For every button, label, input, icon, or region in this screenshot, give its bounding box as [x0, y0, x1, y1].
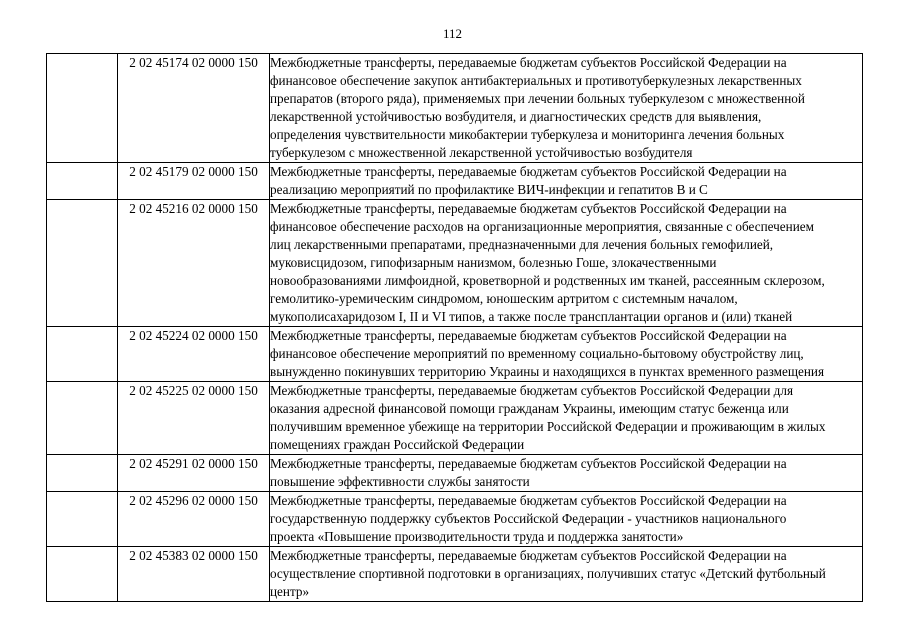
description-line: лекарственной устойчивостью возбудителя, и диагностических средств для выявления,	[270, 109, 762, 124]
empty-cell	[47, 163, 118, 200]
description-line: государственную поддержку субъектов Российской Федерации - участников национального	[270, 511, 787, 526]
description-line: мукополисахаридозом I, II и VI типов, а также после трансплантации органов и (или) тканей	[270, 309, 793, 324]
table-row	[47, 327, 863, 382]
budget-code-cell: 2 02 45225 02 0000 150	[118, 382, 270, 455]
description-line: реализацию мероприятий по профилактике ВИЧ-инфекции и гепатитов В и С	[270, 182, 708, 197]
description-line: осуществление спортивной подготовки в организациях, получивших статус «Детский футбольный	[270, 566, 826, 581]
budget-code-cell: 2 02 45179 02 0000 150	[118, 163, 270, 200]
description-line: лиц лекарственными препаратами, предназначенными для лечения больных гемофилией,	[270, 237, 774, 252]
budget-code-cell: 2 02 45296 02 0000 150	[118, 492, 270, 547]
description-cell	[270, 455, 863, 492]
empty-cell	[47, 492, 118, 547]
empty-cell	[47, 327, 118, 382]
description-line: помещениях граждан Российской Федерации	[270, 437, 525, 452]
description-line: Межбюджетные трансферты, передаваемые бюджетам субъектов Российской Федерации на	[270, 201, 787, 216]
page-number: 112	[442, 26, 463, 41]
empty-cell	[47, 54, 118, 163]
table-row	[47, 163, 863, 200]
table-row	[47, 455, 863, 492]
description-line: Межбюджетные трансферты, передаваемые бюджетам субъектов Российской Федерации на	[270, 548, 787, 563]
description-cell	[270, 200, 863, 327]
budget-classification-table	[46, 53, 863, 602]
description-line: проекта «Повышение производительности труда и поддержка занятости»	[270, 529, 684, 544]
description-line: получившим временное убежище на территории Российской Федерации и проживающим в жилых	[270, 419, 826, 434]
description-line: муковисцидозом, гипофизарным нанизмом, болезнью Гоше, злокачественными	[270, 255, 717, 270]
description-cell	[270, 492, 863, 547]
table-row	[47, 492, 863, 547]
description-line: повышение эффективности службы занятости	[270, 474, 530, 489]
budget-code-cell: 2 02 45383 02 0000 150	[118, 547, 270, 602]
empty-cell	[47, 547, 118, 602]
empty-cell	[47, 455, 118, 492]
empty-cell	[47, 382, 118, 455]
description-line: Межбюджетные трансферты, передаваемые бюджетам субъектов Российской Федерации на	[270, 456, 787, 471]
description-cell	[270, 163, 863, 200]
description-line: вынужденно покинувших территорию Украины и находящихся в пунктах временного размещения	[270, 364, 825, 379]
description-line: Межбюджетные трансферты, передаваемые бюджетам субъектов Российской Федерации на	[270, 55, 787, 70]
description-cell	[270, 547, 863, 602]
description-line: финансовое обеспечение закупок антибактериальных и противотуберкулезных лекарственных	[270, 73, 802, 88]
budget-code-cell: 2 02 45216 02 0000 150	[118, 200, 270, 327]
description-line: препаратов (второго ряда), применяемых при лечении больных туберкулезом с множественной	[270, 91, 805, 106]
description-cell	[270, 327, 863, 382]
budget-code-cell: 2 02 45224 02 0000 150	[118, 327, 270, 382]
table-row	[47, 200, 863, 327]
description-line: гемолитико-уремическим синдромом, юношеским артритом с системным началом,	[270, 291, 738, 306]
description-line: туберкулезом с множественной лекарственной устойчивостью возбудителя	[270, 145, 693, 160]
description-line: Межбюджетные трансферты, передаваемые бюджетам субъектов Российской Федерации на	[270, 164, 787, 179]
budget-code-cell: 2 02 45174 02 0000 150	[118, 54, 270, 163]
empty-cell	[47, 200, 118, 327]
table-row	[47, 382, 863, 455]
description-line: оказания адресной финансовой помощи гражданам Украины, имеющим статус беженца или	[270, 401, 789, 416]
description-line: Межбюджетные трансферты, передаваемые бюджетам субъектов Российской Федерации на	[270, 493, 787, 508]
description-cell	[270, 54, 863, 163]
description-line: Межбюджетные трансферты, передаваемые бюджетам субъектов Российской Федерации для	[270, 383, 794, 398]
description-line: Межбюджетные трансферты, передаваемые бюджетам субъектов Российской Федерации на	[270, 328, 787, 343]
budget-code-cell: 2 02 45291 02 0000 150	[118, 455, 270, 492]
table-row	[47, 54, 863, 163]
table-body	[47, 54, 863, 602]
description-line: финансовое обеспечение мероприятий по временному социально-бытовому обустройству лиц,	[270, 346, 804, 361]
table-row	[47, 547, 863, 602]
description-line: новообразованиями лимфоидной, кроветворной и родственных им тканей, рассеянным склерозом,	[270, 273, 825, 288]
description-line: финансовое обеспечение расходов на организационные мероприятия, связанные с обеспечением	[270, 219, 814, 234]
description-cell	[270, 382, 863, 455]
description-line: центр»	[270, 584, 310, 599]
description-line: определения чувствительности микобактерии туберкулеза и мониторинга лечения больных	[270, 127, 785, 142]
